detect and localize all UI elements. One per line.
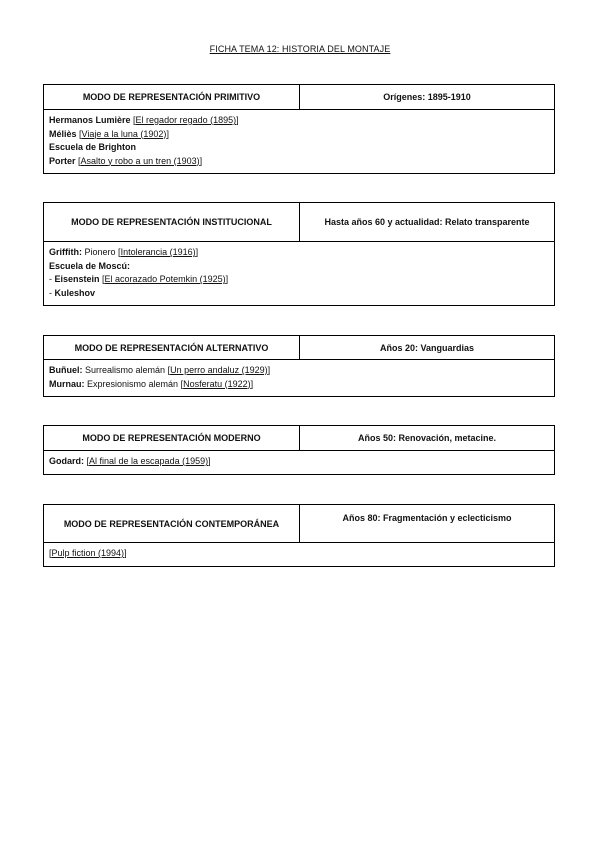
mode-period: Años 20: Vanguardias bbox=[379, 342, 475, 353]
film-title: Asalto y robo a un tren (1903) bbox=[80, 155, 200, 166]
mode-title: MODO DE REPRESENTACIÓN INSTITUCIONAL bbox=[44, 203, 300, 241]
card-primitivo bbox=[43, 84, 555, 174]
director-name: Porter bbox=[49, 155, 76, 166]
film-title: Intolerancia (1916) bbox=[120, 247, 196, 257]
description: Surrealismo alemán bbox=[85, 365, 166, 375]
list-item: Godard: [Al final de la escapada (1959)] bbox=[49, 456, 211, 466]
mode-title: MODO DE REPRESENTACIÓN CONTEMPORÁNEA bbox=[44, 505, 300, 542]
film-title: Al final de la escapada (1959) bbox=[89, 456, 209, 466]
list-item: Buñuel: Surrealismo alemán [Un perro andaluz (1929)] bbox=[49, 365, 271, 375]
card-body bbox=[44, 543, 554, 566]
film-title: Un perro andaluz (1929) bbox=[170, 365, 268, 375]
list-item: Hermanos Lumière [El regador regado (1895)] bbox=[49, 115, 239, 125]
bullet: - bbox=[49, 274, 55, 284]
mode-title: MODO DE REPRESENTACIÓN PRIMITIVO bbox=[44, 85, 300, 109]
school-name: Escuela de Moscú: bbox=[49, 260, 131, 271]
film-title: Pulp fiction (1994) bbox=[51, 548, 125, 558]
card-contemporaneo bbox=[43, 504, 555, 567]
mode-period: Orígenes: 1895-1910 bbox=[383, 92, 471, 102]
mode-period: Hasta años 60 y actualidad: Relato transparente bbox=[324, 217, 530, 227]
page-title: FICHA TEMA 12: HISTORIA DEL MONTAJE bbox=[209, 44, 391, 54]
description: Expresionismo alemán bbox=[87, 378, 179, 389]
card-header bbox=[44, 426, 554, 451]
film-title: El regador regado (1895) bbox=[135, 115, 237, 125]
list-item bbox=[49, 260, 549, 274]
description: Pionero bbox=[84, 247, 116, 257]
card-body bbox=[44, 451, 554, 474]
mode-period: Años 50: Renovación, metacine. bbox=[357, 433, 497, 443]
list-item bbox=[49, 141, 549, 155]
list-item bbox=[49, 287, 549, 301]
list-item: Griffith: Pionero [Intolerancia (1916)] bbox=[49, 247, 199, 257]
mode-title: MODO DE REPRESENTACIÓN MODERNO bbox=[44, 426, 300, 450]
director-name: Griffith: bbox=[49, 247, 82, 257]
card-moderno bbox=[43, 425, 555, 475]
bullet: - bbox=[49, 287, 55, 298]
card-body bbox=[44, 110, 554, 173]
card-alternativo bbox=[43, 335, 555, 397]
film-title: Viaje a la luna (1902) bbox=[81, 128, 167, 139]
list-item: Méliès [Viaje a la luna (1902)] bbox=[49, 128, 169, 139]
director-name: Murnau: bbox=[49, 378, 85, 389]
school-name: Escuela de Brighton bbox=[49, 142, 137, 152]
card-header bbox=[44, 505, 554, 543]
mode-period: Años 80: Fragmentación y eclecticismo bbox=[342, 513, 512, 523]
film-title: Nosferatu (1922) bbox=[183, 378, 251, 389]
list-item: [Pulp fiction (1994)] bbox=[49, 548, 127, 558]
card-header bbox=[44, 85, 554, 110]
card-institucional bbox=[43, 202, 555, 306]
card-body bbox=[44, 360, 554, 396]
card-header bbox=[44, 203, 554, 242]
film-title: El acorazado Potemkin (1925) bbox=[104, 274, 226, 284]
director-name: Méliès bbox=[49, 128, 77, 139]
director-name: Hermanos Lumière bbox=[49, 115, 131, 125]
list-item: Murnau: Expresionismo alemán [Nosferatu (1922)] bbox=[49, 378, 254, 389]
director-name: Godard: bbox=[49, 456, 84, 466]
list-item: - Eisenstein [El acorazado Potemkin (1925)] bbox=[49, 274, 229, 284]
list-item: Porter [Asalto y robo a un tren (1903)] bbox=[49, 155, 203, 166]
director-name: Buñuel: bbox=[49, 365, 83, 375]
card-header bbox=[44, 336, 554, 360]
card-body bbox=[44, 242, 554, 305]
director-name: Kuleshov bbox=[54, 287, 96, 298]
director-name: Eisenstein bbox=[54, 274, 100, 284]
mode-title: MODO DE REPRESENTACIÓN ALTERNATIVO bbox=[44, 336, 300, 359]
